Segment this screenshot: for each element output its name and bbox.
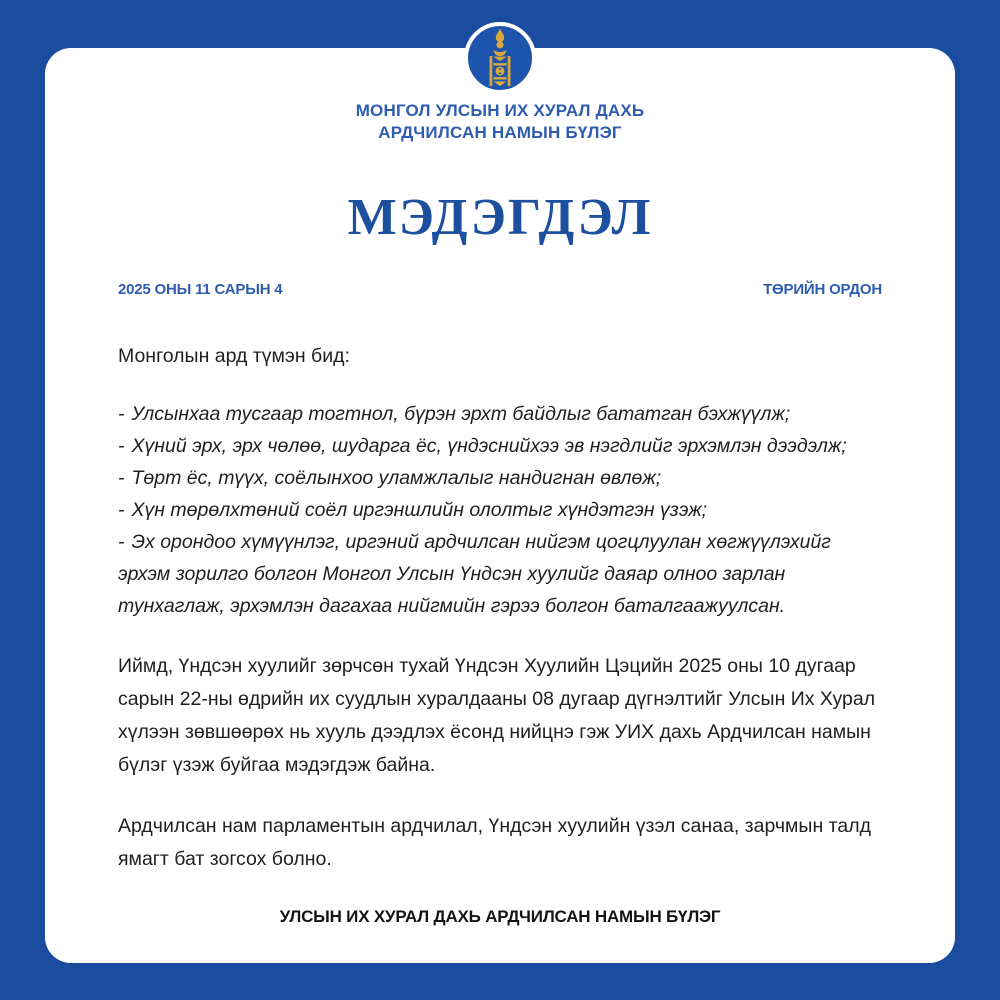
list-item [118, 494, 882, 526]
announcement-card [45, 48, 955, 963]
intro-line: Монголын ард түмэн бид: [118, 345, 350, 367]
list-item-text: Эх орондоо хүмүүнлэг, иргэний ардчилсан нийгэм цогцлуулан хөгжүүлэхийг эрхэм зорилго болгон Монгол Улсын Үндсэн хуулийг даяар олноо зарлан тунхаглаж, эрхэмлэн дагахаа нийгмийн гэрээ болгон баталгаажуулсан. [118, 531, 831, 617]
list-item [118, 462, 882, 494]
soyombo-icon [482, 29, 518, 87]
bullet-marker: - [118, 403, 125, 425]
bullet-marker: - [118, 531, 125, 553]
list-item-text: Хүний эрх, эрх чөлөө, шударга ёс, үндэснийхээ эв нэгдлийг эрхэмлэн дээдэлж; [131, 435, 847, 457]
venue-label: ТӨРИЙН ОРДОН [763, 281, 882, 298]
meta-row [45, 281, 955, 298]
footer-signature: УЛСЫН ИХ ХУРАЛ ДАХЬ АРДЧИЛСАН НАМЫН БҮЛЭГ [279, 907, 721, 926]
announcement-body [45, 344, 955, 876]
list-item [118, 398, 882, 430]
principles-list [118, 398, 882, 622]
list-item [118, 526, 882, 622]
page-title: МЭДЭГДЭЛ [347, 189, 653, 246]
bullet-marker: - [118, 499, 125, 521]
list-item [118, 430, 882, 462]
list-item-text: Төрт ёс, түүх, соёлынхоо уламжлалыг нандигнан өвлөж; [131, 467, 662, 489]
statement-paragraph: Иймд, Үндсэн хуулийг зөрчсөн тухай Үндсэн Хуулийн Цэцийн 2025 оны 10 дугаар сарын 22-ны өдрийн их суудлын хуралдааны 08 дугаар дүгнэлтийг Улсын Их Хурал хүлээн зөвшөөрөх нь хууль дээдлэх ёсонд нийцнэ гэж УИХ дахь Ардчилсан намын бүлэг үзэж буйгаа мэдэгдэж байна. [118, 655, 876, 776]
list-item-text: Хүн төрөлхтөний соёл иргэншлийн ололтыг хүндэтгэн үзэж; [131, 499, 708, 521]
party-logo [464, 22, 536, 94]
organization-name-line1: МОНГОЛ УЛСЫН ИХ ХУРАЛ ДАХЬ [355, 101, 645, 120]
organization-name [45, 100, 955, 144]
bullet-marker: - [118, 467, 125, 489]
organization-name-line2: АРДЧИЛСАН НАМЫН БҮЛЭГ [378, 123, 622, 142]
bullet-marker: - [118, 435, 125, 457]
list-item-text: Улсынхаа тусгаар тогтнол, бүрэн эрхт байдлыг бататган бэхжүүлж; [131, 403, 791, 425]
closing-paragraph: Ардчилсан нам парламентын ардчилал, Үндсэн хуулийн үзэл санаа, зарчмын талд ямагт бат зогсох болно. [118, 815, 871, 870]
date-label: 2025 ОНЫ 11 САРЫН 4 [118, 281, 283, 298]
